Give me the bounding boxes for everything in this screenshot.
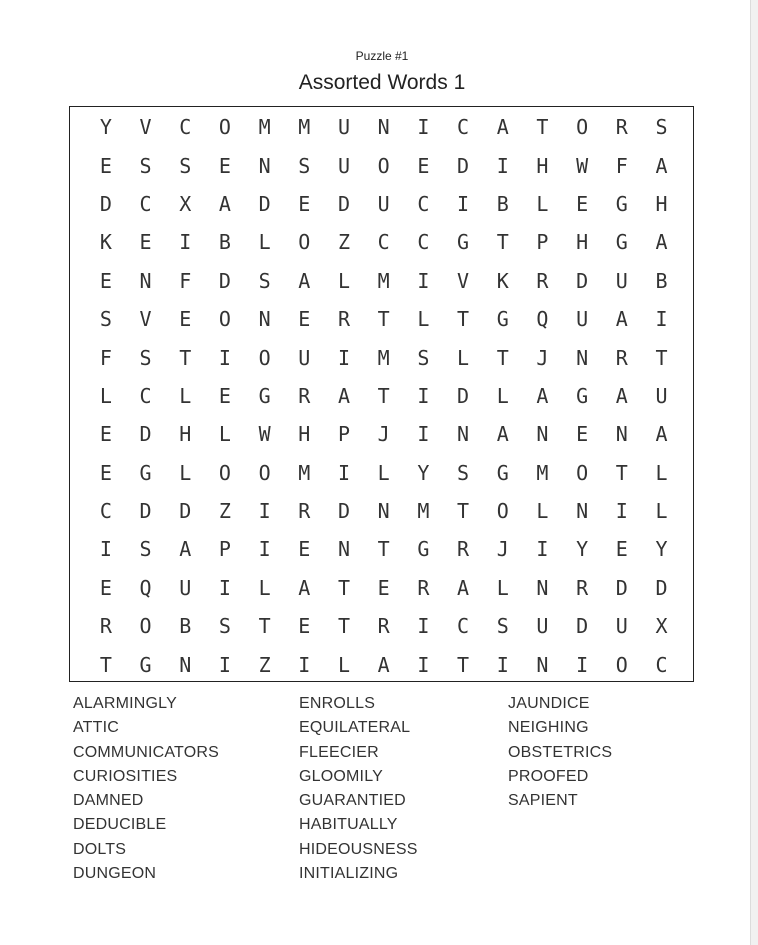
grid-letter: T [457, 652, 470, 677]
word-list-item: HIDEOUSNESS [299, 840, 418, 858]
grid-letter: M [377, 268, 390, 293]
grid-letter: F [615, 153, 628, 178]
grid-letter: L [496, 383, 509, 408]
grid-letter: R [337, 307, 350, 332]
grid-letter: I [218, 652, 231, 677]
grid-letter: I [615, 499, 628, 524]
grid-letter: Y [99, 115, 112, 140]
grid-letter: T [496, 345, 509, 370]
grid-letter: E [99, 422, 112, 447]
grid-letter: D [218, 268, 231, 293]
grid-letter: B [496, 191, 509, 216]
grid-letter: H [179, 422, 192, 447]
grid-letter: H [536, 153, 549, 178]
grid-letter: C [457, 614, 470, 639]
page-edge [750, 0, 758, 945]
grid-letter: W [576, 153, 589, 178]
grid-letter: E [99, 460, 112, 485]
grid-letter: N [258, 307, 271, 332]
grid-letter: I [496, 652, 509, 677]
grid-letter: L [536, 191, 549, 216]
grid-letter: U [337, 115, 350, 140]
word-list-item: NEIGHING [508, 719, 589, 737]
grid-letter: X [655, 614, 668, 639]
grid-letter: O [139, 614, 152, 639]
grid-letter: C [457, 115, 470, 140]
grid-letter: I [179, 230, 192, 255]
grid-letter: V [139, 115, 152, 140]
grid-letter: S [99, 307, 112, 332]
grid-letter: N [536, 575, 549, 600]
grid-letter: D [99, 191, 112, 216]
grid-letter: A [457, 575, 470, 600]
grid-letter: I [258, 537, 271, 562]
grid-letter: W [258, 422, 271, 447]
grid-letter: Q [536, 307, 549, 332]
grid-letter: E [218, 383, 231, 408]
grid-letter: E [298, 537, 311, 562]
grid-letter: A [655, 153, 668, 178]
grid-letter: N [377, 115, 390, 140]
grid-letter: G [496, 460, 509, 485]
grid-letter: O [218, 460, 231, 485]
grid-letter: A [298, 268, 311, 293]
grid-letter: I [337, 460, 350, 485]
word-list-item: CURIOSITIES [73, 767, 178, 785]
grid-letter: T [99, 652, 112, 677]
word-list-item: DEDUCIBLE [73, 816, 167, 834]
grid-letter: T [377, 537, 390, 562]
grid-letter: A [536, 383, 549, 408]
grid-letter: G [139, 460, 152, 485]
grid-letter: I [218, 575, 231, 600]
grid-letter: E [218, 153, 231, 178]
grid-letter: N [615, 422, 628, 447]
grid-letter: H [655, 191, 668, 216]
grid-letter: S [417, 345, 430, 370]
grid-letter: R [457, 537, 470, 562]
grid-letter: I [417, 115, 430, 140]
grid-letter: U [655, 383, 668, 408]
grid-letter: U [615, 268, 628, 293]
grid-letter: M [298, 115, 311, 140]
grid-letter: N [258, 153, 271, 178]
grid-letter: I [417, 614, 430, 639]
grid-letter: D [576, 268, 589, 293]
grid-letter: L [417, 307, 430, 332]
grid-letter: N [377, 499, 390, 524]
grid-letter: A [655, 422, 668, 447]
word-list-item: DUNGEON [73, 865, 157, 883]
grid-letter: P [337, 422, 350, 447]
grid-letter: C [417, 191, 430, 216]
grid-letter: M [258, 115, 271, 140]
grid-letter: H [298, 422, 311, 447]
word-list-item: JAUNDICE [508, 695, 590, 712]
grid-letter: T [536, 115, 549, 140]
grid-letter: O [218, 307, 231, 332]
grid-letter: A [496, 115, 509, 140]
puzzle-label: Puzzle #1 [355, 49, 409, 63]
grid-letter: D [139, 499, 152, 524]
grid-letter: A [298, 575, 311, 600]
word-search-grid [86, 108, 681, 684]
word-list-item: EQUILATERAL [299, 719, 411, 737]
grid-letter: I [496, 153, 509, 178]
grid-letter: D [576, 614, 589, 639]
grid-letter: I [258, 499, 271, 524]
grid-letter: L [655, 499, 668, 524]
grid-letter: Z [218, 499, 231, 524]
grid-letter: E [298, 191, 311, 216]
grid-letter: E [576, 191, 589, 216]
grid-letter: Y [417, 460, 430, 485]
grid-letter: D [258, 191, 271, 216]
grid-letter: C [139, 383, 152, 408]
grid-letter: U [179, 575, 192, 600]
grid-letter: U [576, 307, 589, 332]
grid-letter: O [576, 460, 589, 485]
grid-letter: T [337, 614, 350, 639]
grid-letter: E [417, 153, 430, 178]
grid-letter: T [457, 499, 470, 524]
grid-letter: T [179, 345, 192, 370]
grid-letter: S [655, 115, 668, 140]
grid-letter: I [457, 191, 470, 216]
grid-letter: L [337, 652, 350, 677]
grid-letter: D [615, 575, 628, 600]
grid-letter: U [337, 153, 350, 178]
grid-letter: E [298, 614, 311, 639]
grid-letter: S [496, 614, 509, 639]
grid-letter: K [99, 230, 112, 255]
grid-letter: D [457, 383, 470, 408]
grid-letter: E [179, 307, 192, 332]
grid-letter: N [139, 268, 152, 293]
grid-letter: S [258, 268, 271, 293]
grid-letter: I [417, 422, 430, 447]
grid-letter: I [576, 652, 589, 677]
grid-letter: T [457, 307, 470, 332]
grid-letter: T [377, 307, 390, 332]
grid-letter: H [576, 230, 589, 255]
grid-letter: D [655, 575, 668, 600]
grid-letter: I [417, 652, 430, 677]
grid-letter: A [377, 652, 390, 677]
grid-letter: E [99, 575, 112, 600]
grid-letter: G [615, 191, 628, 216]
grid-letter: N [179, 652, 192, 677]
grid-letter: D [337, 191, 350, 216]
word-list-column-2 [299, 692, 418, 886]
grid-letter: P [536, 230, 549, 255]
grid-letter: E [377, 575, 390, 600]
grid-letter: G [258, 383, 271, 408]
grid-letter: Y [576, 537, 589, 562]
word-list-item: HABITUALLY [299, 816, 398, 834]
word-list-column-1 [73, 692, 219, 886]
word-list-item: DOLTS [73, 840, 127, 858]
grid-letter: M [417, 499, 430, 524]
grid-letter: A [615, 383, 628, 408]
grid-letter: T [655, 345, 668, 370]
grid-letter: R [298, 383, 311, 408]
grid-letter: L [377, 460, 390, 485]
word-list-item: COMMUNICATORS [73, 743, 220, 761]
grid-letter: R [298, 499, 311, 524]
grid-letter: T [337, 575, 350, 600]
grid-letter: R [377, 614, 390, 639]
grid-letter: C [99, 499, 112, 524]
grid-letter: A [337, 383, 350, 408]
grid-letter: G [139, 652, 152, 677]
grid-letter: A [655, 230, 668, 255]
grid-letter: F [99, 345, 112, 370]
grid-letter: M [536, 460, 549, 485]
word-list-item: OBSTETRICS [508, 743, 613, 761]
grid-letter: N [457, 422, 470, 447]
grid-letter: M [377, 345, 390, 370]
grid-letter: O [496, 499, 509, 524]
word-list-item: FLEECIER [299, 743, 379, 761]
grid-letter: E [99, 268, 112, 293]
grid-letter: V [457, 268, 470, 293]
grid-letter: S [139, 537, 152, 562]
grid-letter: E [139, 230, 152, 255]
word-list-item: SAPIENT [508, 792, 578, 810]
grid-letter: K [496, 268, 509, 293]
grid-letter: Z [337, 230, 350, 255]
grid-letter: U [536, 614, 549, 639]
grid-letter: J [377, 422, 390, 447]
grid-letter: N [576, 345, 589, 370]
word-list-item: ENROLLS [299, 695, 376, 712]
grid-letter: L [99, 383, 112, 408]
grid-letter: X [179, 191, 192, 216]
grid-letter: D [179, 499, 192, 524]
grid-letter: A [218, 191, 231, 216]
grid-letter: L [457, 345, 470, 370]
grid-letter: G [457, 230, 470, 255]
grid-letter: R [615, 115, 628, 140]
grid-letter: S [457, 460, 470, 485]
grid-letter: D [337, 499, 350, 524]
grid-letter: J [536, 345, 549, 370]
grid-letter: S [218, 614, 231, 639]
grid-letter: O [258, 345, 271, 370]
word-list-item: ALARMINGLY [73, 695, 177, 712]
grid-letter: U [298, 345, 311, 370]
word-list-item: GLOOMILY [299, 767, 383, 785]
grid-letter: E [99, 153, 112, 178]
grid-letter: L [258, 230, 271, 255]
grid-letter: M [298, 460, 311, 485]
grid-letter: G [576, 383, 589, 408]
puzzle-title: Assorted Words 1 [298, 71, 466, 94]
grid-letter: L [179, 383, 192, 408]
grid-letter: O [258, 460, 271, 485]
grid-letter: R [99, 614, 112, 639]
grid-letter: I [218, 345, 231, 370]
grid-letter: G [417, 537, 430, 562]
word-list-item: DAMNED [73, 792, 144, 810]
grid-letter: R [536, 268, 549, 293]
grid-letter: C [417, 230, 430, 255]
grid-letter: O [576, 115, 589, 140]
word-list-item: ATTIC [73, 719, 120, 737]
grid-letter: T [496, 230, 509, 255]
grid-letter: P [218, 537, 231, 562]
grid-letter: S [179, 153, 192, 178]
word-list-item: GUARANTIED [299, 792, 406, 810]
grid-letter: A [179, 537, 192, 562]
grid-letter: I [417, 268, 430, 293]
grid-letter: I [337, 345, 350, 370]
grid-letter: L [179, 460, 192, 485]
grid-letter: R [576, 575, 589, 600]
grid-letter: A [496, 422, 509, 447]
grid-letter: D [457, 153, 470, 178]
grid-letter: L [258, 575, 271, 600]
grid-letter: B [218, 230, 231, 255]
grid-letter: O [377, 153, 390, 178]
grid-letter: U [615, 614, 628, 639]
grid-letter: L [655, 460, 668, 485]
grid-letter: R [417, 575, 430, 600]
grid-letter: C [655, 652, 668, 677]
grid-letter: S [139, 345, 152, 370]
grid-letter: E [576, 422, 589, 447]
grid-letter: S [298, 153, 311, 178]
grid-letter: U [377, 191, 390, 216]
grid-letter: I [99, 537, 112, 562]
grid-letter: Y [655, 537, 668, 562]
grid-letter: J [496, 537, 509, 562]
grid-letter: A [615, 307, 628, 332]
grid-letter: T [377, 383, 390, 408]
grid-letter: B [655, 268, 668, 293]
word-list-column-3 [508, 692, 612, 813]
grid-letter: L [218, 422, 231, 447]
grid-letter: N [536, 652, 549, 677]
grid-letter: G [496, 307, 509, 332]
grid-letter: O [615, 652, 628, 677]
grid-letter: B [179, 614, 192, 639]
grid-letter: E [615, 537, 628, 562]
grid-letter: E [298, 307, 311, 332]
grid-letter: I [298, 652, 311, 677]
grid-letter: F [179, 268, 192, 293]
grid-letter: T [615, 460, 628, 485]
grid-letter: L [496, 575, 509, 600]
grid-letter: D [139, 422, 152, 447]
word-list-item: PROOFED [508, 767, 589, 785]
grid-letter: G [615, 230, 628, 255]
grid-letter: Q [139, 575, 152, 600]
grid-letter: L [337, 268, 350, 293]
grid-letter: N [536, 422, 549, 447]
grid-letter: N [576, 499, 589, 524]
grid-letter: I [536, 537, 549, 562]
grid-letter: C [139, 191, 152, 216]
grid-letter: O [298, 230, 311, 255]
grid-letter: R [615, 345, 628, 370]
grid-letter: C [179, 115, 192, 140]
word-list-item: INITIALIZING [299, 865, 399, 883]
grid-letter: I [417, 383, 430, 408]
grid-letter: T [258, 614, 271, 639]
grid-letter: V [139, 307, 152, 332]
grid-letter: L [536, 499, 549, 524]
grid-letter: Z [258, 652, 271, 677]
grid-letter: O [218, 115, 231, 140]
grid-letter: S [139, 153, 152, 178]
grid-letter: I [655, 307, 668, 332]
grid-letter: C [377, 230, 390, 255]
grid-letter: N [337, 537, 350, 562]
